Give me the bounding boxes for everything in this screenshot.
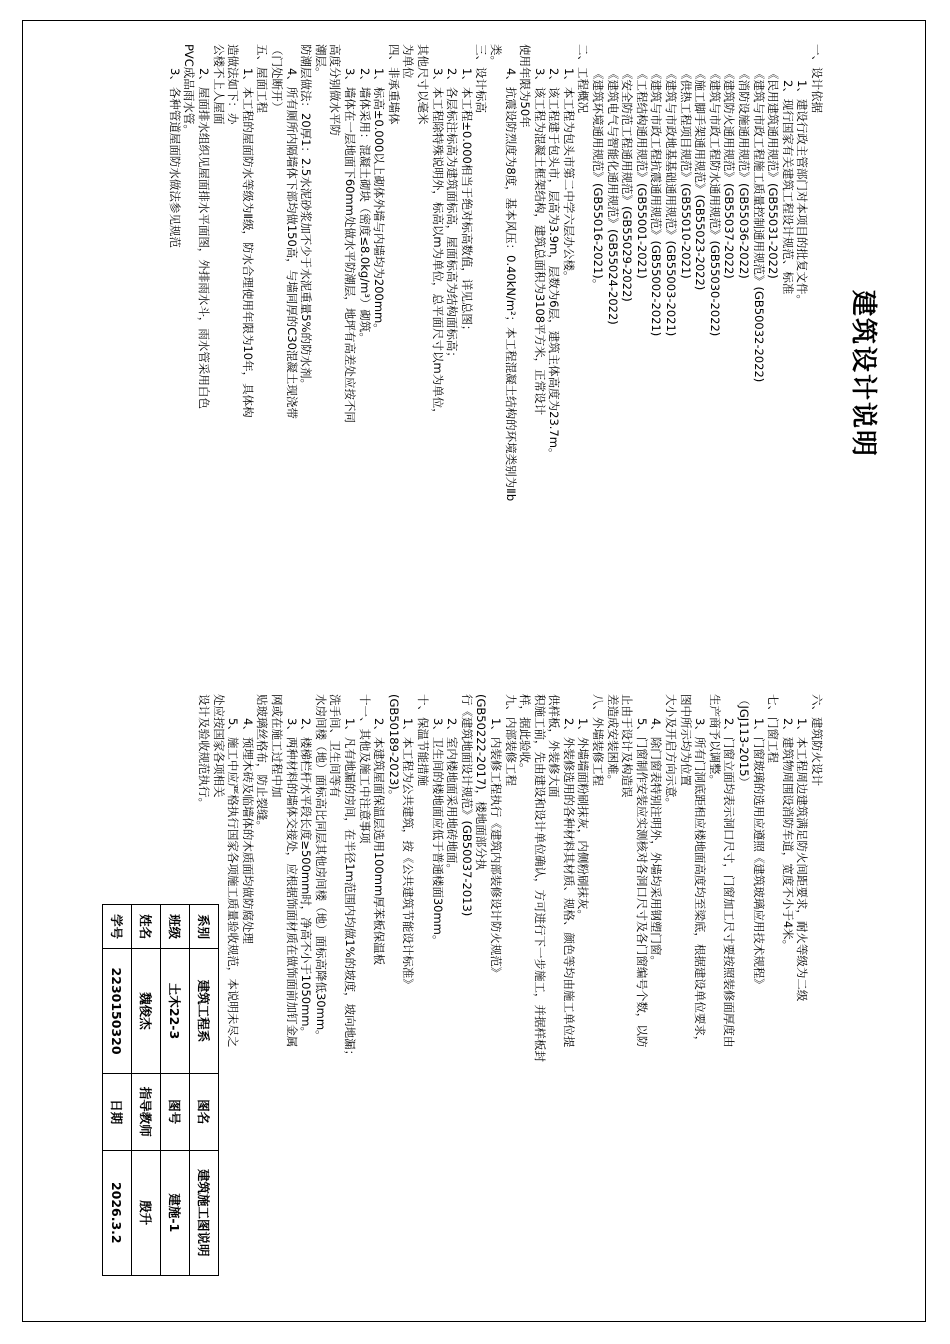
title-block-row (161, 905, 190, 1276)
note-line: 九、内部装修工程 (503, 694, 518, 786)
note-line: 设计及验收规范执行。 (197, 694, 212, 809)
note-line: 潮层。 (313, 44, 328, 79)
note-line: 2、各层标注标高为建筑面标高，屋面标高为结构面标高； (445, 68, 460, 363)
note-line: 网或在施工过程中加 (270, 694, 285, 798)
title-block-row (103, 905, 132, 1276)
note-line: 类。 (488, 44, 503, 67)
note-line: PVC成品雨水管。 (182, 44, 197, 136)
title-block-value: 2230150320 (103, 949, 132, 1074)
note-line: 1、外墙墙面粉刷抹灰，内侧粉刷抹灰。 (576, 718, 591, 921)
note-line: 八、外墙装修工程 (591, 694, 606, 786)
note-line: 《民用建筑通用规范》(GB55031-2022) (766, 68, 781, 279)
note-line: 《供热工程项目规范》(GB55010-2021) (678, 68, 693, 279)
title-block-value: 殷升 (132, 1150, 161, 1275)
note-line: 《工程结构通用规范》(GB55001-2021) (634, 68, 649, 279)
note-line: 2、楼梯栏杆水平段长度≥500mm时，净高不小于1050mm。 (299, 718, 314, 1038)
page-title: 建筑设计说明 (848, 289, 878, 458)
note-line: 2、门窗立面均表示洞口尺寸，门窗加工尺寸要按照装修面厚度由 (722, 718, 737, 1048)
title-block (102, 904, 219, 1276)
title-block-label: 学号 (103, 905, 132, 949)
note-line: 《建筑环境通用规范》(GB55016-2021)。 (591, 68, 606, 291)
note-line: 造做法如下：办 (226, 44, 241, 125)
title-block-label: 指导教师 (132, 1073, 161, 1150)
note-line: (GB50189-2023)。 (386, 694, 401, 802)
note-line: 积施工前，先由建设和设计单位确认，方可进行下一步施工，并据样板封 (532, 694, 547, 1062)
note-line: 《建筑与市政工程施工质量控制通用规范》(GB50032-2022) (751, 68, 766, 383)
note-line: 一、设计依据 (810, 44, 824, 113)
note-line: 水房间楼（地）面标高比同层其他房间楼（地）面标高降低30mm。 (313, 694, 328, 1042)
note-line: 《建筑电气与智能化通用规范》(GB55024-2022) (605, 68, 620, 325)
note-line: 高度分别做水平防 (328, 44, 343, 136)
note-line: 3、该工程为混凝土框架结构，建筑总面积为3108平方米，正常设计 (532, 68, 547, 416)
note-line: 十、保温节能措施 (415, 694, 430, 786)
title-block-value: 建筑工程系 (190, 949, 219, 1074)
note-line: 3、所有门洞底距相应楼地面高度均至梁底，根据建设单位要求， (693, 718, 708, 1048)
note-line: 1、门窗玻璃的选用应遵照《建筑玻璃应用技术规程》 (751, 718, 766, 990)
title-block-label: 班级 (161, 905, 190, 949)
title-block-label: 系别 (190, 905, 219, 949)
note-line: 处应按国家各项相关 (211, 694, 226, 798)
title-block-label: 图号 (161, 1073, 190, 1150)
note-line: 《建筑与市政地基基础通用规范》(GB55003-2021) (664, 68, 679, 337)
note-line: 1、本工程±0.000相当于绝对标高数值，详见总图； (459, 68, 474, 337)
note-line: 《施工脚手架通用规范》(GB55023-2022) (693, 68, 708, 291)
note-line: 2、屋面排水组织见屋面排水平面图，外排雨水斗，雨水管采用白色 (197, 68, 212, 409)
title-block-row (190, 905, 219, 1276)
note-line: 公楼不上人屋面 (211, 44, 226, 125)
note-line: 为单位 (401, 44, 416, 79)
note-line: 2、室内楼地面采用地砖地面。 (445, 718, 460, 875)
note-line: 供样板，外装修大面 (547, 694, 562, 798)
note-line: 使用年限为50年 (518, 44, 533, 128)
note-line: 2、现行国家有关建筑工程设计规范、标准 (780, 80, 795, 295)
note-line: 1、凡有地漏的房间，在半径1m范围内均做1%的坡度，坡向地漏； (343, 718, 357, 1062)
note-line: 差造成安装困难。 (605, 694, 620, 786)
note-line: 行《建筑地面设计规范》(GB50037-2013) (459, 694, 474, 917)
note-line: 2、外装修选用的各种材料其材质、规格、颜色等均由施工单位提 (561, 718, 576, 1048)
note-line: 3、各种管道屋面防水做法参见规范 (167, 68, 182, 248)
note-line: 4、预埋木砖及临墙体的木质面均做防腐处理 (240, 718, 255, 944)
note-line: 1、本工程为包头市第二中学六层办公楼。 (561, 68, 576, 283)
note-line: 洗手间、卫生间等有 (328, 694, 343, 798)
note-line: 十一、其他及施工中注意事项 (357, 694, 372, 844)
note-line: 三、设计标高 (474, 44, 489, 113)
note-line: 1、本工程为公共建筑，按《公共建筑节能设计标准》 (401, 718, 416, 990)
note-line: 《建筑防火通用规范》(GB55037-2022) (722, 68, 737, 279)
note-line: 六、建筑防火设计 (810, 694, 824, 786)
note-line: 大小及开启方向示意。 (664, 694, 679, 809)
rotated-sheet (44, 24, 924, 1304)
title-block-value: 建施-1 (161, 1150, 190, 1275)
note-line: 1、标高±0.000以上砌体外墙与内墙均为200mm。 (372, 68, 387, 335)
note-line: 防潮层做法：20厚1：2.5水泥砂浆加不少于水泥重量5%的防水剂。 (299, 44, 314, 390)
title-block-label: 姓名 (132, 905, 161, 949)
note-line: 图中所示均为位置 (678, 694, 693, 786)
note-line: 七、门窗工程 (766, 694, 781, 763)
note-line: 2、墙体采用：混凝土砌块（密度≤8.0kg/m³）砌筑。 (357, 68, 372, 344)
note-line: 二、工程概况 (576, 44, 591, 113)
note-line: （JGJ113-2015） (737, 694, 752, 789)
note-line: 生产商予以调整。 (707, 694, 722, 786)
note-line: 五、屋面工程 (255, 44, 270, 113)
note-line: 样，据此验收。 (518, 694, 533, 775)
note-line: 4、除门窗表特别注明外，外墙均采用钢塑门窗。 (649, 718, 664, 967)
note-line: 《消防设施通用规范》(GB55036-2022) (737, 68, 752, 279)
note-line: 《安全防范工程通用规范》(GB55029-2022) (620, 68, 635, 302)
note-line: 3、卫生间的楼地面应低于普通楼面30mm。 (430, 718, 445, 947)
note-line: 2、建筑物周围设消防车道，宽度不小于4米。 (780, 718, 795, 952)
title-block-value: 2026.3.2 (103, 1150, 132, 1275)
note-line: 2、本建筑屋面保温层选用100mm厚苯板保温板 (372, 718, 387, 966)
note-line: 1、建设行政主管部门对本项目的批复文件。 (795, 80, 810, 306)
note-line: 1、内装修工程执行《建筑内部装修设计防火规范》 (488, 718, 503, 979)
title-block-label: 日期 (103, 1073, 132, 1150)
note-line: 1、本工程的屋面防水等级为Ⅱ级，防水合理使用年限为10年，具体构 (240, 68, 255, 418)
note-line: 1、本工程周边建筑满足防火间距要求，耐火等级为二级 (795, 718, 810, 1002)
note-line: 3、两种材料的墙体交接处，应根据饰面材质在做饰面前加钉金属 (284, 718, 299, 1048)
notes-column-right (196, 694, 824, 1062)
note-line: 4、抗震设防烈度为8度，基本风压：0.40kN/m²；本工程混凝土结构的环境类别为Ⅱb (503, 68, 518, 502)
note-line: 其他尺寸以毫米 (415, 44, 430, 125)
note-line: 5、施工中应严格执行国家各项施工质量验收规范，本说明未尽之 (226, 718, 241, 1048)
note-line: 5、门窗制作安装应实测核对各洞口尺寸及各门窗编号个数，以防 (634, 718, 649, 1048)
title-block-value: 土木22-3 (161, 949, 190, 1074)
notes-column-left (167, 44, 824, 501)
note-line: 3、本工程除特殊说明外，标高以m为单位，总平面尺寸以m为单位， (430, 68, 445, 420)
note-line: 4、所有厕所内隔墙体下部均做150高，与墙同厚的C30混凝土现浇带 (284, 68, 299, 419)
note-line: 2、该工程建于包头市，层高为3.9m，层数为6层，建筑主体高度为23.7m。 (547, 68, 562, 460)
note-line: 贴玻璃丝格布，防止裂缝。 (255, 694, 270, 832)
note-line: 止由于设计及构造误 (620, 694, 635, 798)
note-line: 《建筑与市政工程防水通用规范》(GB55030-2022) (707, 68, 722, 337)
note-line: 《建筑与市政工程抗震通用规范》(GB55002-2021) (649, 68, 664, 337)
title-block-label: 图名 (190, 1073, 219, 1150)
note-line: (GB50222-2017)，楼地面部分执 (474, 694, 489, 871)
note-line: 3、墙体在一层地面下60mm处做水平防潮层，地坪有高差处应按不同 (343, 68, 357, 423)
title-block-value: 魏俊杰 (132, 949, 161, 1074)
title-block-value: 建筑施工图说明 (190, 1150, 219, 1275)
note-line: （门处断开） (270, 44, 285, 113)
title-block-row (132, 905, 161, 1276)
note-line: 四、非承重墙体 (386, 44, 401, 125)
